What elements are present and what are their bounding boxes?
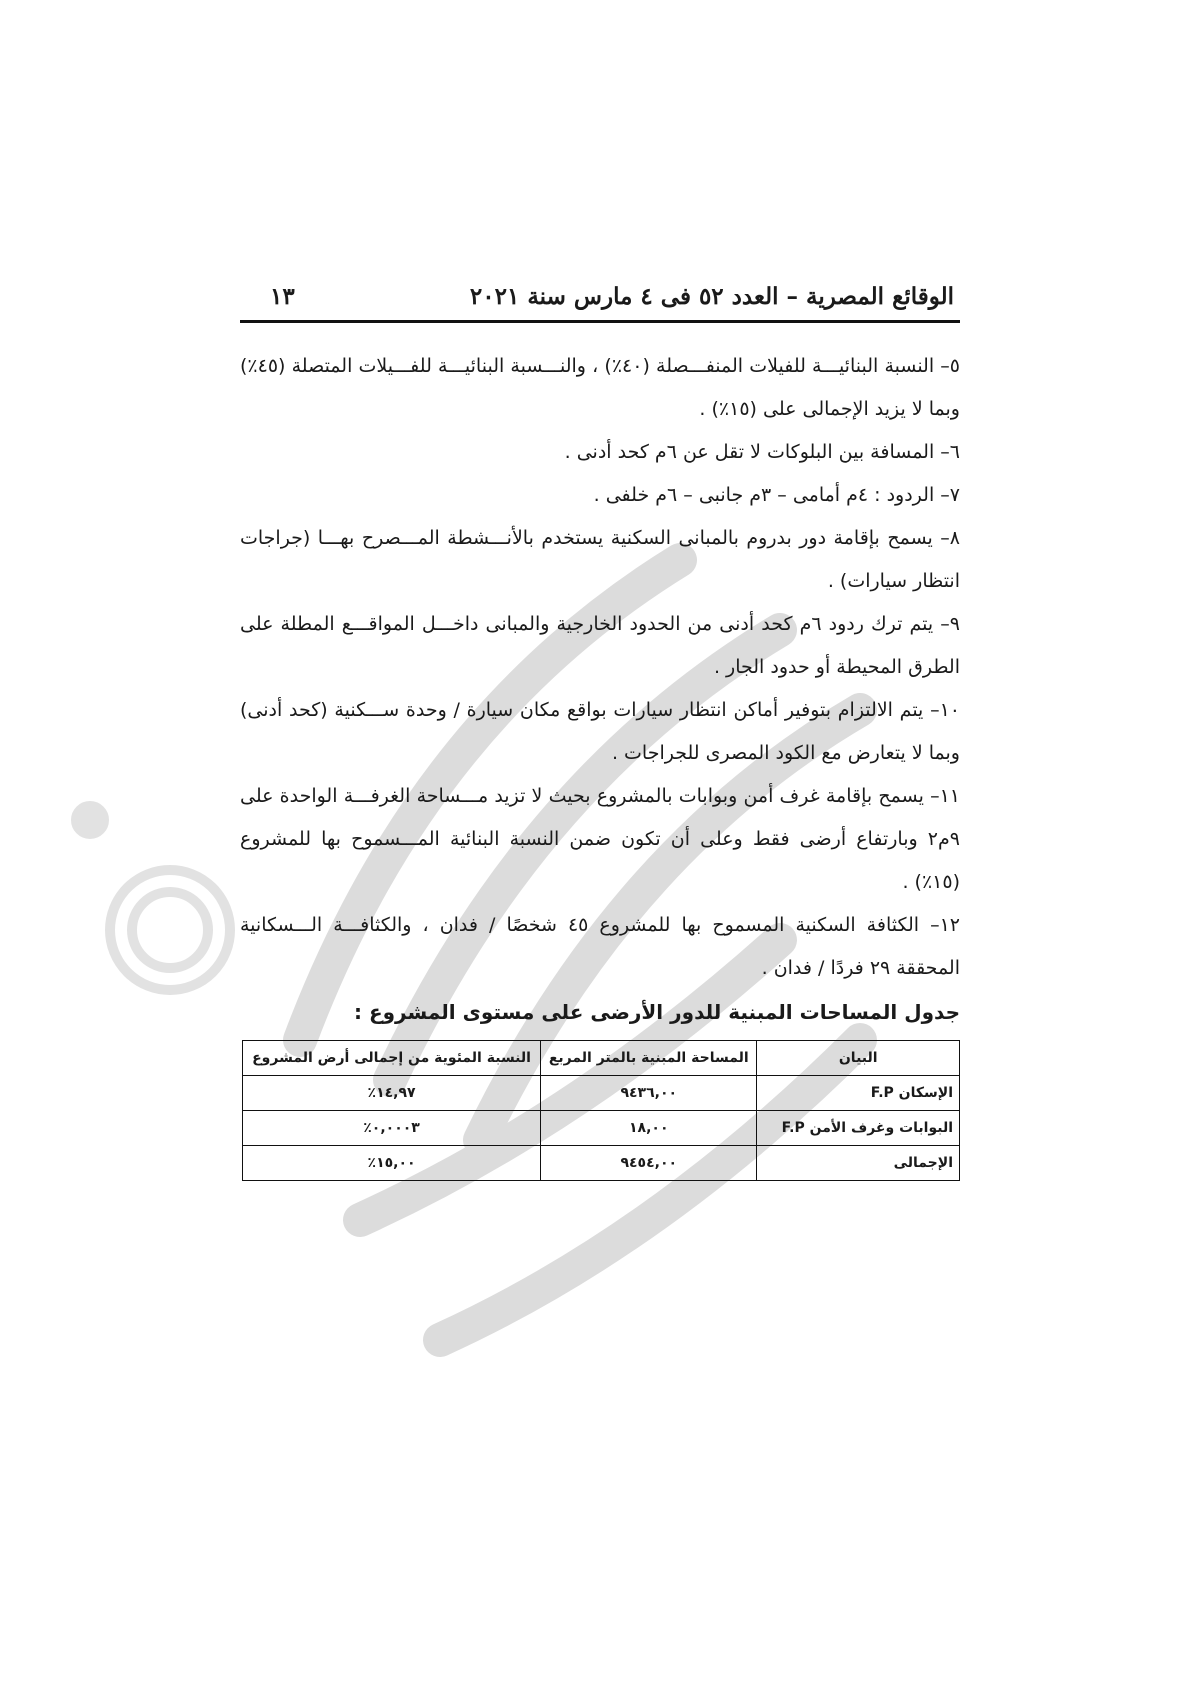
clause-7: ٧– الردود : ٤م أمامى – ٣م جانبى – ٦م خلفى . [593, 484, 960, 506]
clause-5: ٥– النسبة البنائيـــة للفيلات المنفـــصلة (٤٠٪) ، والنـــسبة البنائيـــة للفـــيلات المتصلة (٤٥٪) وبما لا يزيد الإجمالى على (١٥٪) . [240, 355, 961, 420]
clause-11: ١١– يسمح بإقامة غرف أمن وبوابات بالمشروع بحيث لا تزيد مـــساحة الغرفـــة الواحدة على ٩م٢ وبارتفاع أرضى فقط وعلى أن تكون ضمن النسبة البنائية المـــسموح بها للمشروع (١٥٪) . [240, 785, 960, 893]
row-gates-percentage: ٠,٠٠٠٣٪ [243, 1111, 541, 1146]
row-total-label: الإجمالى [757, 1146, 960, 1181]
row-total-percentage: ١٥,٠٠٪ [243, 1146, 541, 1181]
row-housing-area: ٩٤٣٦,٠٠ [541, 1076, 757, 1111]
built-areas-table [242, 1040, 960, 1181]
clause-12: ١٢– الكثافة السكنية المسموح بها للمشروع ٤٥ شخصًا / فدان ، والكثافـــة الـــسكانية المحققة ٢٩ فردًا / فدان . [240, 914, 960, 979]
row-gates-area: ١٨,٠٠ [541, 1111, 757, 1146]
page-header [240, 262, 960, 323]
table-header-row [243, 1041, 960, 1076]
clause-8: ٨– يسمح بإقامة دور بدروم بالمبانى السكنية يستخدم بالأنـــشطة المـــصرح بهـــا (جراجات انتظار سيارات) . [240, 527, 960, 592]
row-housing-percentage: ١٤,٩٧٪ [243, 1076, 541, 1111]
clause-9: ٩– يتم ترك ردود ٦م كحد أدنى من الحدود الخارجية والمبانى داخـــل المواقـــع المطلة على الطرق المحيطة أو حدود الجار . [240, 613, 960, 678]
table-row [243, 1076, 960, 1111]
clause-10: ١٠– يتم الالتزام بتوفير أماكن انتظار سيارات بواقع مكان سيارة / وحدة ســـكنية (كحد أدنى) وبما لا يتعارض مع الكود المصرى للجراجات . [240, 699, 960, 764]
row-gates-label: البوابات وغرف الأمن F.P [757, 1111, 960, 1146]
table-row [243, 1111, 960, 1146]
clause-6: ٦– المسافة بين البلوكات لا تقل عن ٦م كحد أدنى . [564, 441, 960, 463]
header-percentage: النسبة المئوية من إجمالى أرض المشروع [243, 1041, 541, 1076]
row-housing-label: الإسكان F.P [757, 1076, 960, 1111]
row-total-area: ٩٤٥٤,٠٠ [541, 1146, 757, 1181]
page-content [240, 262, 960, 1181]
table-row [243, 1146, 960, 1181]
page-number: ١٣ [270, 283, 295, 310]
header-built-area: المساحة المبنية بالمتر المربع [541, 1041, 757, 1076]
header-description: البيان [757, 1041, 960, 1076]
table-caption: جدول المساحات المبنية للدور الأرضى على مستوى المشروع : [354, 1000, 960, 1024]
publication-title: الوقائع المصرية – العدد ٥٢ فى ٤ مارس سنة ٢٠٢١ [469, 283, 954, 310]
article-body [240, 345, 960, 990]
